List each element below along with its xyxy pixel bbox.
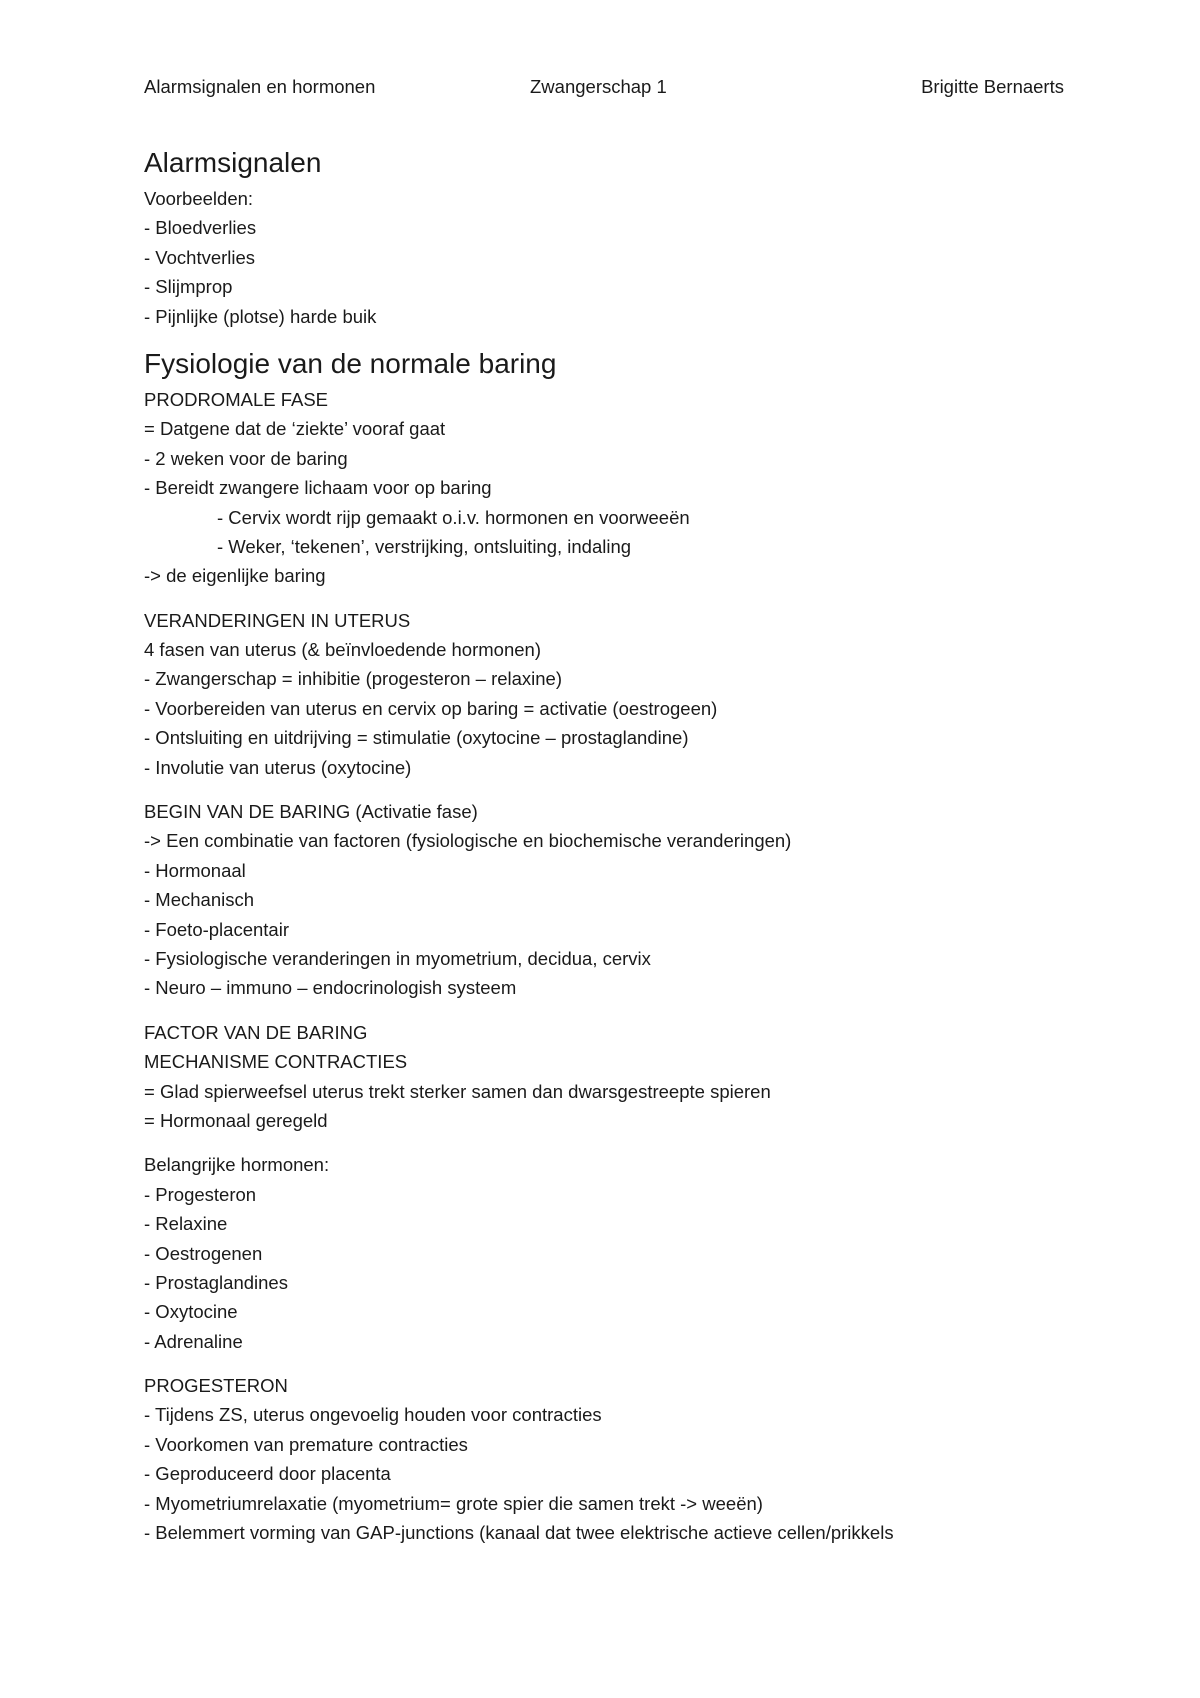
header-left-text: Alarmsignalen en hormonen	[144, 76, 376, 97]
list-item: - Oestrogenen	[144, 1242, 263, 1264]
list-item: - Bereidt zwangere lichaam voor op baring	[144, 477, 492, 499]
list-item: - Ontsluiting en uitdrijving = stimulatie (oxytocine – prostaglandine)	[144, 727, 689, 749]
list-item: - Tijdens ZS, uterus ongevoelig houden voor contracties	[144, 1404, 602, 1426]
list-item: - Slijmprop	[144, 276, 233, 298]
section-title-alarmsignalen: Alarmsignalen	[144, 147, 322, 178]
text-line: Voorbeelden:	[144, 188, 254, 209]
text-line: Belangrijke hormonen:	[144, 1154, 330, 1176]
list-item: - Voorkomen van premature contracties	[144, 1433, 468, 1455]
block-prodromale-fase	[144, 385, 1074, 591]
subheading: PRODROMALE FASE	[144, 388, 329, 410]
subheading: BEGIN VAN DE BARING (Activatie fase)	[144, 801, 478, 823]
list-item: - Neuro – immuno – endocrinologish systeem	[144, 977, 517, 999]
section-alarmsignalen	[144, 146, 1074, 331]
list-item: - Vochtverlies	[144, 246, 256, 268]
list-item-indented: - Cervix wordt rijp gemaakt o.i.v. hormonen en voorweeën	[217, 506, 690, 528]
header-right-text: Brigitte Bernaerts	[921, 76, 1064, 97]
list-item: - Myometriumrelaxatie (myometrium= grote spier die samen trekt -> weeën)	[144, 1492, 763, 1514]
subheading: PROGESTERON	[144, 1375, 288, 1397]
list-item: - Adrenaline	[144, 1330, 243, 1352]
section-title-fysiologie: Fysiologie van de normale baring	[144, 347, 557, 379]
text-line: 4 fasen van uterus (& beïnvloedende hormonen)	[144, 639, 541, 661]
text-line: -> Een combinatie van factoren (fysiologische en biochemische veranderingen)	[144, 830, 792, 852]
subheading: MECHANISME CONTRACTIES	[144, 1051, 408, 1073]
subheading: VERANDERINGEN IN UTERUS	[144, 609, 411, 631]
block-begin-baring	[144, 797, 1074, 1003]
list-item: - Zwangerschap = inhibitie (progesteron – relaxine)	[144, 668, 563, 690]
list-item: - Oxytocine	[144, 1301, 238, 1323]
block-factor-baring	[144, 1018, 1074, 1136]
list-item: - Voorbereiden van uterus en cervix op baring = activatie (oestrogeen)	[144, 697, 718, 719]
list-item: - Relaxine	[144, 1213, 228, 1235]
list-item: - Belemmert vorming van GAP-junctions (kanaal dat twee elektrische actieve cellen/prikkels	[144, 1522, 894, 1544]
text-line: -> de eigenlijke baring	[144, 565, 326, 587]
block-progesteron	[144, 1371, 1074, 1547]
list-item: - Involutie van uterus (oxytocine)	[144, 756, 412, 778]
list-item: - Bloedverlies	[144, 217, 257, 239]
list-item: - Hormonaal	[144, 859, 246, 881]
list-item: - Geproduceerd door placenta	[144, 1463, 391, 1485]
text-line: = Datgene dat de ‘ziekte’ vooraf gaat	[144, 418, 446, 440]
list-item: - Foeto-placentair	[144, 918, 289, 940]
block-belangrijke-hormonen	[144, 1150, 1074, 1356]
list-item: - Prostaglandines	[144, 1271, 288, 1293]
list-item: - Progesteron	[144, 1183, 257, 1205]
text-line: = Hormonaal geregeld	[144, 1109, 328, 1131]
list-item: - Fysiologische veranderingen in myometrium, decidua, cervix	[144, 947, 651, 969]
subheading: FACTOR VAN DE BARING	[144, 1021, 368, 1043]
block-veranderingen-uterus	[144, 606, 1074, 782]
list-item: - 2 weken voor de baring	[144, 447, 348, 469]
page-header	[144, 76, 1064, 100]
text-line: = Glad spierweefsel uterus trekt sterker samen dan dwarsgestreepte spieren	[144, 1080, 771, 1102]
list-item: - Pijnlijke (plotse) harde buik	[144, 305, 377, 327]
header-center-text: Zwangerschap 1	[530, 76, 667, 97]
document-body	[144, 146, 1074, 1562]
list-item: - Mechanisch	[144, 889, 255, 911]
list-item-indented: - Weker, ‘tekenen’, verstrijking, ontsluiting, indaling	[217, 535, 632, 557]
